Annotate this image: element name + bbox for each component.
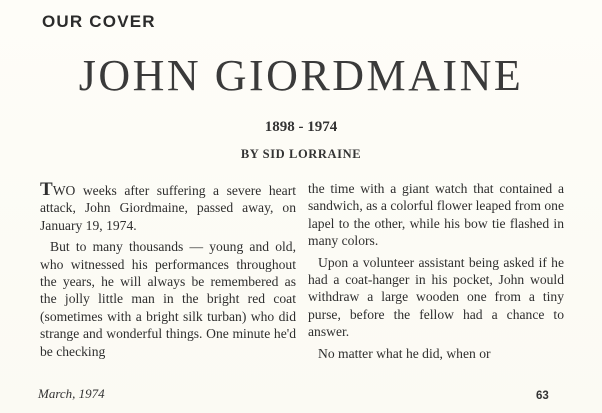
- life-years: 1898 - 1974: [264, 119, 338, 135]
- paragraph-text: WO weeks after suffering a severe heart attack, John Giordmaine, passed away, on January 19, 1974.: [40, 183, 296, 233]
- paragraph-4: Upon a volunteer assistant being asked if he had a coat-hanger in his pocket, John would withdraw a large wooden one from a tiny purse, before the fellow had a chance to answer.: [308, 254, 564, 340]
- page-number: 63: [536, 390, 549, 402]
- paragraph-3: the time with a giant watch that contained a sandwich, as a colorful flower leaped from one lapel to the other, while his bow tie flashed in many colors.: [308, 181, 564, 249]
- article-column-left: [40, 180, 296, 364]
- section-label: OUR COVER: [42, 12, 156, 31]
- paragraph-2: But to many thousands — young and old, who witnessed his performances throughout the years, he will always be remembered as the jolly little man in the bright red coat (sometimes with a bright silk turban) who did strange and wonderful things. One minute he'd be checking: [40, 239, 296, 359]
- byline: BY SID LORRAINE: [240, 147, 362, 161]
- article-title: JOHN GIORDMAINE: [78, 51, 524, 100]
- drop-cap: T: [40, 179, 53, 200]
- issue-date: March, 1974: [38, 386, 105, 401]
- paragraph-5: No matter what he did, when or: [318, 345, 491, 361]
- paragraph-1: [40, 180, 296, 234]
- article-column-right: [308, 180, 564, 366]
